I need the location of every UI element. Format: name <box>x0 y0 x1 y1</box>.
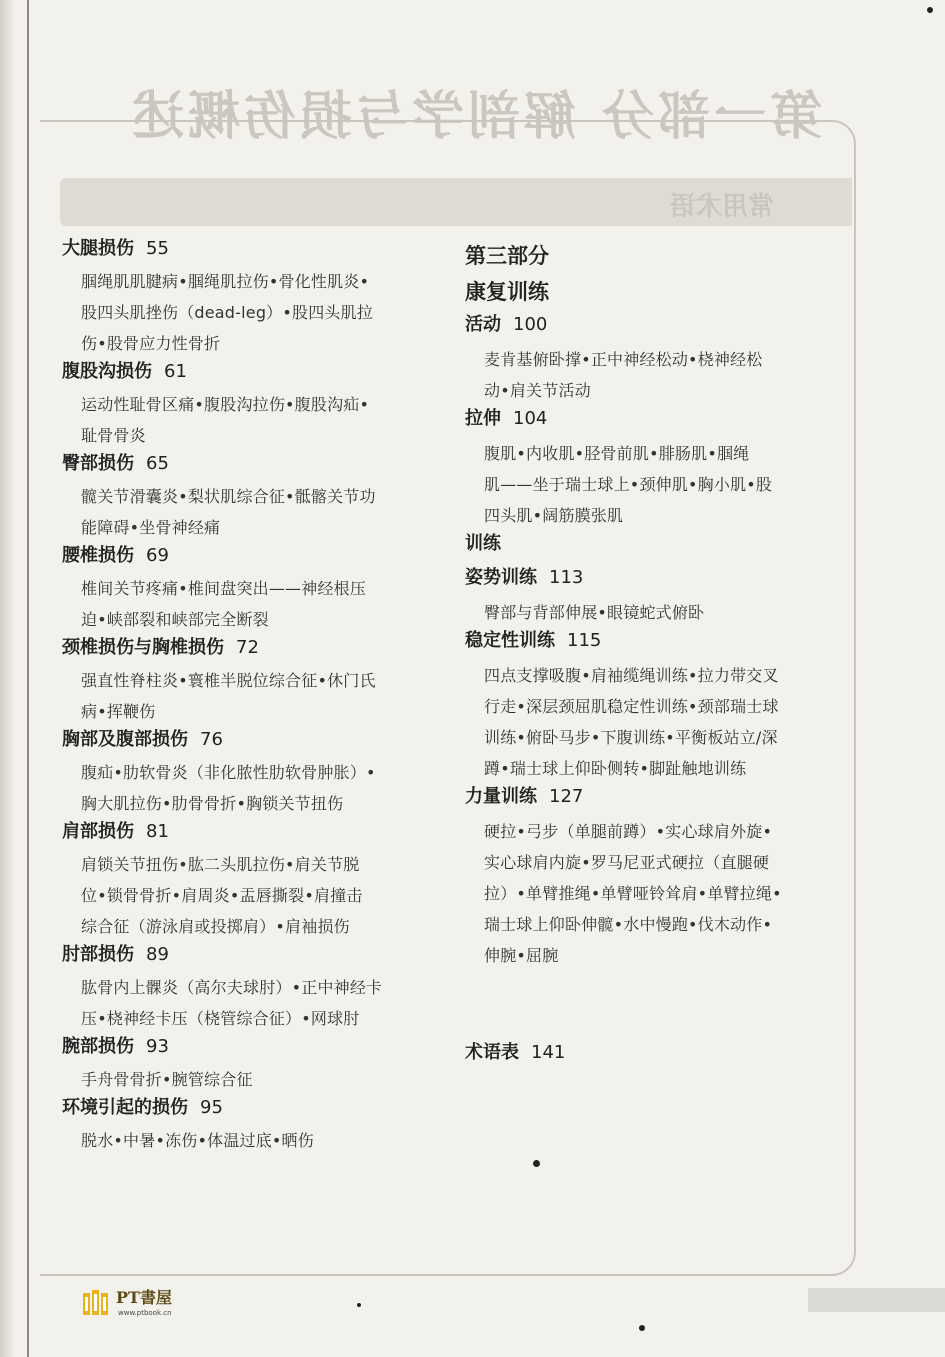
toc-entry-topics <box>465 597 845 628</box>
toc-entry-heading[interactable] <box>62 1095 440 1125</box>
toc-entry-heading[interactable] <box>62 635 440 665</box>
book-spine-shadow <box>0 0 14 1357</box>
toc-entry-heading[interactable] <box>62 359 440 389</box>
toc-entry <box>465 628 845 784</box>
toc-entry <box>62 1095 440 1156</box>
toc-entry-title: 胸部及腹部损伤 <box>62 729 188 750</box>
toc-entry <box>62 819 440 942</box>
toc-entry-title: 力量训练 <box>465 786 537 807</box>
logo-name: PT書屋 <box>116 1288 172 1307</box>
toc-topic-line: 四头肌•阔筋膜张肌 <box>484 506 624 525</box>
toc-entry-title: 颈椎损伤与胸椎损伤 <box>62 637 224 658</box>
toc-topic-line: 麦肯基俯卧撑•正中神经松动•桡神经松 <box>484 350 763 369</box>
toc-entry <box>62 942 440 1034</box>
toc-entry-page: 127 <box>549 786 584 807</box>
toc-entry-heading[interactable] <box>62 819 440 849</box>
toc-topic-line: 实心球肩内旋•罗马尼亚式硬拉（直腿硬 <box>484 853 770 872</box>
toc-topic-line: 髋关节滑囊炎•梨状肌综合征•骶髂关节功 <box>81 487 376 506</box>
toc-entry-page: 89 <box>146 944 169 965</box>
glossary-entry[interactable] <box>465 1040 565 1070</box>
toc-topic-line: 训练•俯卧马步•下腹训练•平衡板站立/深 <box>484 728 778 747</box>
toc-topic-line: 蹲•瑞士球上仰卧侧转•脚趾触地训练 <box>484 759 747 778</box>
toc-entry-page: 93 <box>146 1036 169 1057</box>
toc-entry-topics <box>62 972 440 1034</box>
toc-entry-topics <box>62 481 440 543</box>
toc-entry-topics <box>62 266 440 359</box>
toc-topic-line: 臀部与背部伸展•眼镜蛇式俯卧 <box>484 603 705 622</box>
toc-entry-title: 腕部损伤 <box>62 1036 134 1057</box>
show-through-title: 第一部分 解剖学与损伤概述 <box>128 87 823 147</box>
toc-entry-heading[interactable] <box>62 727 440 757</box>
toc-topic-line: 股四头肌挫伤（dead-leg）•股四头肌拉 <box>81 303 374 322</box>
toc-entry-topics <box>465 816 845 971</box>
toc-entry-heading[interactable] <box>62 543 440 573</box>
ink-speck <box>639 1325 645 1331</box>
toc-entry-heading[interactable] <box>62 451 440 481</box>
toc-entry-topics <box>62 1064 440 1095</box>
toc-entry <box>465 784 845 971</box>
book-gutter-line <box>27 0 29 1357</box>
toc-topic-line: 腹疝•肋软骨炎（非化脓性肋软骨肿胀）• <box>81 763 376 782</box>
toc-entry-title: 拉伸 <box>465 408 501 429</box>
toc-entry-page: 61 <box>164 361 187 382</box>
toc-topic-line: 位•锁骨骨折•肩周炎•盂唇撕裂•肩撞击 <box>81 886 363 905</box>
toc-topic-line: 椎间关节疼痛•椎间盘突出——神经根压 <box>81 579 367 598</box>
toc-entry-page: 65 <box>146 453 169 474</box>
toc-entry-page: 81 <box>146 821 169 842</box>
toc-entry-topics <box>62 1125 440 1156</box>
toc-entry-page: 100 <box>513 314 548 335</box>
toc-entry-topics <box>62 389 440 451</box>
toc-topic-line: 肱骨内上髁炎（高尔夫球肘）•正中神经卡 <box>81 978 383 997</box>
toc-entry-page: 115 <box>567 630 602 651</box>
logo-url: www.ptbook.cn <box>118 1309 172 1317</box>
toc-entry-heading[interactable] <box>465 565 845 597</box>
toc-entry-heading[interactable] <box>465 312 845 344</box>
toc-entry-topics <box>62 573 440 635</box>
toc-entry-title: 大腿损伤 <box>62 238 134 259</box>
ink-speck <box>927 7 933 13</box>
book-logo-icon <box>82 1287 116 1317</box>
toc-entry-title: 环境引起的损伤 <box>62 1097 188 1118</box>
toc-topic-line: 瑞士球上仰卧伸髋•水中慢跑•伐木动作• <box>484 915 773 934</box>
ink-speck <box>533 1160 540 1167</box>
toc-left-column <box>62 236 440 1156</box>
toc-topic-line: 伸腕•屈腕 <box>484 946 559 965</box>
section-label: 训练 <box>465 533 501 554</box>
toc-topic-line: 运动性耻骨区痛•腹股沟拉伤•腹股沟疝• <box>81 395 370 414</box>
toc-topic-line: 胸大肌拉伤•肋骨骨折•胸锁关节扭伤 <box>81 794 344 813</box>
toc-entry-page: 104 <box>513 408 548 429</box>
toc-entry <box>465 312 845 406</box>
glossary-page: 141 <box>531 1042 566 1063</box>
part-label: 第三部分 <box>465 244 549 268</box>
toc-entry <box>62 543 440 635</box>
toc-entry-heading[interactable] <box>62 236 440 266</box>
toc-entry-page: 55 <box>146 238 169 259</box>
toc-entry <box>62 727 440 819</box>
toc-entry-topics <box>465 344 845 406</box>
show-through-footer <box>808 1288 945 1312</box>
toc-entry-page: 113 <box>549 567 584 588</box>
toc-entry <box>62 451 440 543</box>
toc-topic-line: 伤•股骨应力性骨折 <box>81 334 221 353</box>
toc-entry <box>465 565 845 628</box>
ink-speck <box>357 1303 361 1307</box>
toc-topic-line: 病•挥鞭伤 <box>81 702 156 721</box>
toc-entry-title: 稳定性训练 <box>465 630 555 651</box>
toc-entry-topics <box>465 660 845 784</box>
toc-entry-page: 95 <box>200 1097 223 1118</box>
toc-topic-line: 压•桡神经卡压（桡管综合征）•网球肘 <box>81 1009 360 1028</box>
toc-topic-line: 能障碍•坐骨神经痛 <box>81 518 221 537</box>
toc-topic-line: 强直性脊柱炎•寰椎半脱位综合征•休门氏 <box>81 671 376 690</box>
toc-topic-line: 拉）•单臂推绳•单臂哑铃耸肩•单臂拉绳• <box>484 884 782 903</box>
toc-entry-title: 姿势训练 <box>465 567 537 588</box>
toc-entry <box>62 1034 440 1095</box>
toc-topic-line: 肩锁关节扭伤•肱二头肌拉伤•肩关节脱 <box>81 855 360 874</box>
toc-entry <box>62 635 440 727</box>
toc-entry-heading[interactable] <box>62 942 440 972</box>
toc-entry-title: 腰椎损伤 <box>62 545 134 566</box>
toc-entry-title: 臀部损伤 <box>62 453 134 474</box>
toc-entry-heading[interactable] <box>465 406 845 438</box>
toc-topic-line: 手舟骨骨折•腕管综合征 <box>81 1070 253 1089</box>
toc-topic-line: 综合征（游泳肩或投掷肩）•肩袖损伤 <box>81 917 350 936</box>
toc-topic-line: 腹肌•内收肌•胫骨前肌•腓肠肌•腘绳 <box>484 444 750 463</box>
toc-entry-topics <box>62 849 440 942</box>
toc-entry-title: 活动 <box>465 314 501 335</box>
toc-entry-heading[interactable] <box>62 1034 440 1064</box>
toc-topic-line: 迫•峡部裂和峡部完全断裂 <box>81 610 269 629</box>
toc-entry-topics <box>62 757 440 819</box>
toc-entry <box>62 236 440 359</box>
toc-entry-title: 腹股沟损伤 <box>62 361 152 382</box>
toc-entry <box>62 359 440 451</box>
toc-entry-page: 76 <box>200 729 223 750</box>
part-title: 康复训练 <box>465 280 549 304</box>
toc-topic-line: 硬拉•弓步（单腿前蹲）•实心球肩外旋• <box>484 822 773 841</box>
toc-entry-title: 肘部损伤 <box>62 944 134 965</box>
toc-topic-line: 脱水•中暑•冻伤•体温过底•晒伤 <box>81 1131 314 1150</box>
toc-entry-topics <box>465 438 845 531</box>
toc-entry-heading[interactable] <box>465 628 845 660</box>
toc-topic-line: 动•肩关节活动 <box>484 381 591 400</box>
toc-entry-title: 肩部损伤 <box>62 821 134 842</box>
toc-entry-page: 69 <box>146 545 169 566</box>
toc-topic-line: 腘绳肌肌腱病•腘绳肌拉伤•骨化性肌炎• <box>81 272 370 291</box>
toc-entry-page: 72 <box>236 637 259 658</box>
toc-entry-heading[interactable] <box>465 784 845 816</box>
toc-topic-line: 行走•深层颈屈肌稳定性训练•颈部瑞士球 <box>484 697 779 716</box>
toc-right-column <box>465 240 845 971</box>
glossary-title: 术语表 <box>465 1042 519 1063</box>
toc-topic-line: 耻骨骨炎 <box>81 426 146 445</box>
toc-topic-line: 四点支撑吸腹•肩袖缆绳训练•拉力带交叉 <box>484 666 779 685</box>
publisher-logo <box>82 1285 192 1325</box>
toc-entry-topics <box>62 665 440 727</box>
toc-entry <box>465 406 845 531</box>
toc-topic-line: 肌——坐于瑞士球上•颈伸肌•胸小肌•股 <box>484 475 773 494</box>
show-through-band-text: 常用术语 <box>670 192 775 222</box>
